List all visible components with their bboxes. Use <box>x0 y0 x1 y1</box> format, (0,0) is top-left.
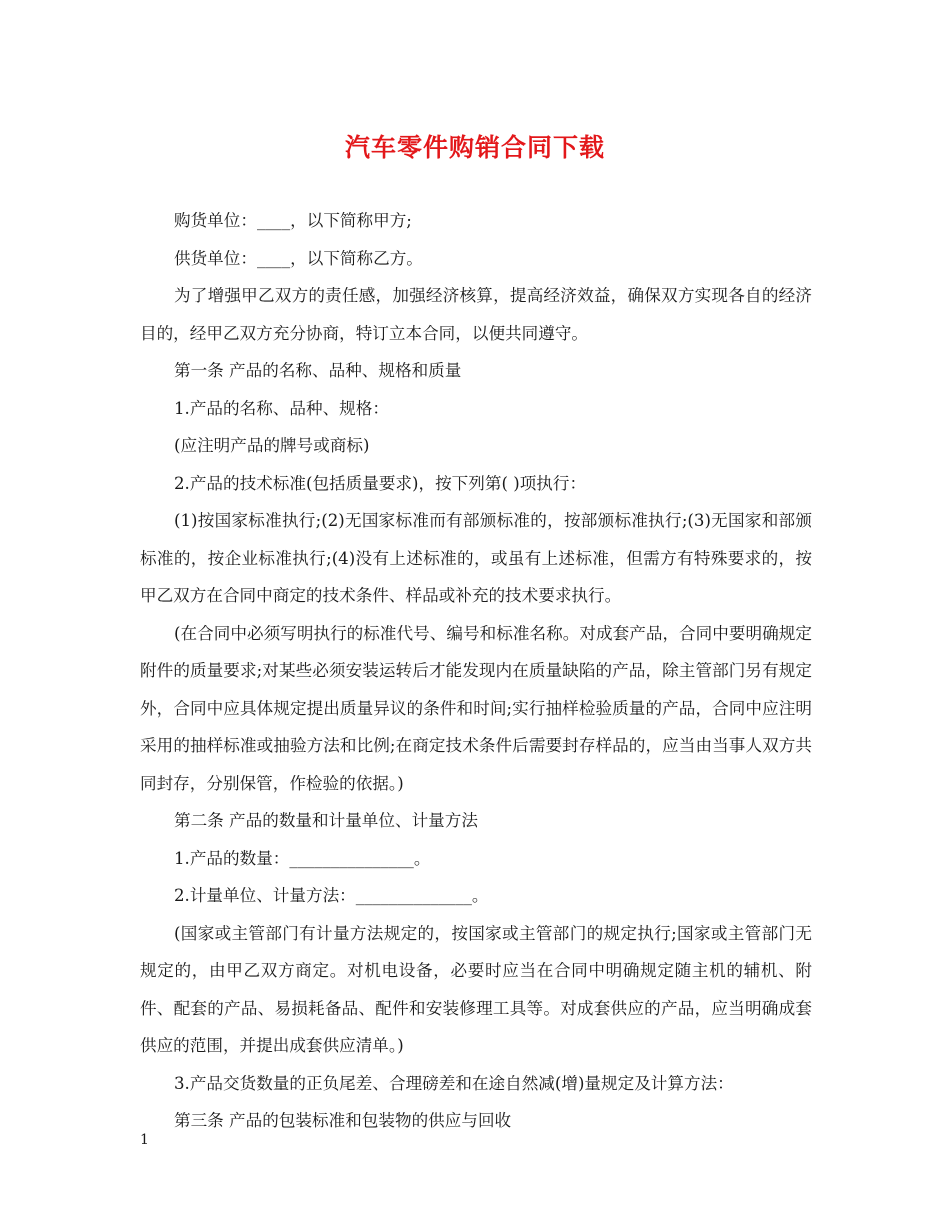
paragraph-preamble: 为了增强甲乙双方的责任感，加强经济核算，提高经济效益，确保双方实现各自的经济目的，经甲乙双方充分协商，特订立本合同，以便共同遵守。 <box>140 286 812 343</box>
paragraph-buyer: 购货单位：____，以下简称甲方; <box>174 211 412 230</box>
paragraph-note: (应注明产品的牌号或商标) <box>174 436 370 455</box>
article-3-heading: 第三条 产品的包装标准和包装物的供应与回收 <box>174 1111 512 1130</box>
article-1-heading: 第一条 产品的名称、品种、规格和质量 <box>174 361 462 380</box>
paragraph-standards: (1)按国家标准执行;(2)无国家标准而有部颁标准的，按部颁标准执行;(3)无国家和部颁标准的，按企业标准执行;(4)没有上述标准的，或虽有上述标准，但需方有特殊要求的，按甲乙双方在合同中商定的技术条件、样品或补充的技术要求执行。 <box>140 511 812 605</box>
document-title: 汽车零件购销合同下载 <box>344 133 605 162</box>
paragraph-note: (在合同中必须写明执行的标准代号、编号和标准名称。对成套产品，合同中要明确规定附件的质量要求;对某些必须安装运转后才能发现内在质量缺陷的产品，除主管部门另有规定外，合同中应具体规定提出质量异议的条件和时间;实行抽样检验质量的产品，合同中应注明采用的抽样标准或抽验方法和比例;在商定技术条件后需要封存样品的，应当由当事人双方共同封存，分别保管，作检验的依据。) <box>140 623 812 793</box>
paragraph-item: 1.产品的数量：_______________。 <box>174 848 431 868</box>
document-body <box>140 202 812 1140</box>
paragraph-supplier: 供货单位：____，以下简称乙方。 <box>174 248 423 268</box>
paragraph-note: (国家或主管部门有计量方法规定的，按国家或主管部门的规定执行;国家或主管部门无规定的，由甲乙双方商定。对机电设备，必要时应当在合同中明确规定随主机的辅机、附件、配套的产品、易损耗备品、配件和安装修理工具等。对成套供应的产品，应当明确成套供应的范围，并提出成套供应清单。) <box>140 923 812 1055</box>
paragraph-item: 3.产品交货数量的正负尾差、合理磅差和在途自然减(增)量规定及计算方法： <box>174 1073 734 1093</box>
paragraph-item: 2.产品的技术标准(包括质量要求)，按下列第( )项执行： <box>174 473 587 493</box>
paragraph-item: 2.计量单位、计量方法：______________。 <box>174 886 489 905</box>
paragraph-item: 1.产品的名称、品种、规格： <box>174 398 389 418</box>
page-number: 1 <box>140 1132 149 1148</box>
article-2-heading: 第二条 产品的数量和计量单位、计量方法 <box>174 811 478 830</box>
